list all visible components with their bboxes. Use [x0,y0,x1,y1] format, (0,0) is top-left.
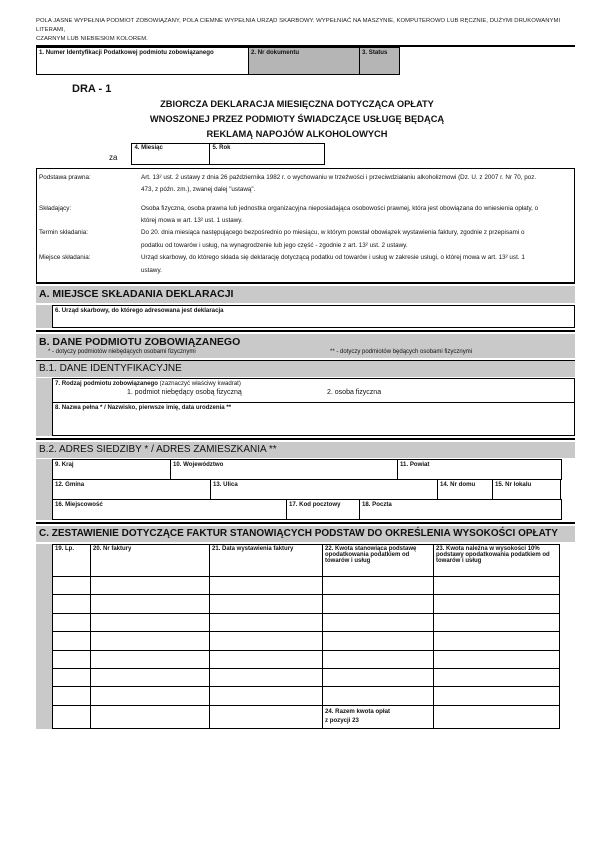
invoice-table-row [52,577,575,595]
invoice-table-cell[interactable] [433,613,560,632]
section-b-title: B. DANE PODMIOTU ZOBOWIĄZANEGO [39,336,241,349]
invoice-table-row [52,632,575,650]
period-box [131,143,325,165]
invoice-table-cell[interactable] [52,576,91,595]
note-asterisk: * - dotyczy podmiotów niebędących osobami fizycznymi [48,349,196,356]
invoice-table-cell[interactable] [433,668,560,687]
month-field-label: 4. Miesiąc [134,144,163,151]
municipality-field[interactable] [52,479,211,500]
house-number-field[interactable] [437,479,493,500]
house-number-label: 14. Nr domu [440,481,476,489]
invoice-table-cell[interactable] [322,668,434,687]
invoice-table-cell[interactable] [322,594,434,613]
invoice-table-row [52,595,575,613]
divider-double [36,282,575,284]
column-header-invoice-number: 20. Nr faktury [90,544,210,577]
invoice-table-cell[interactable] [209,650,323,669]
invoice-table-cell[interactable] [52,705,91,729]
post-office-label: 18. Poczta [362,501,392,509]
country-label: 9. Kraj [55,461,74,469]
entity-type-field [52,378,575,402]
invoice-table-cell[interactable] [52,650,91,669]
section-b-header [36,334,575,358]
invoice-table-cell[interactable] [322,613,434,632]
nip-field-label: 1. Numer Identyfikacji Podatkowej podmiotu zobowiązanego [39,49,214,57]
entity-type-option-2[interactable]: 2. osoba fizyczna [327,389,382,397]
invoice-table-cell[interactable] [90,686,210,705]
divider-double [36,330,575,332]
form-title-line-3: REKLAMĄ NAPOJÓW ALKOHOLOWYCH [206,128,388,139]
invoice-table-cell[interactable] [433,650,560,669]
county-field[interactable] [397,459,562,480]
nip-field[interactable] [36,47,249,75]
legal-row-podstawa [39,172,572,197]
invoice-table-cell[interactable] [90,668,210,687]
legal-text: Osoba fizyczna, osoba prawna lub jednostka organizacyjna nieposiadająca osobowości prawnej, która jest obowiązana do wniesienia opłaty, o której mowa w art. 13² ust. 1 ustawy. [141,204,539,224]
invoice-table-cell[interactable] [90,705,210,729]
total-fees-amount-cell[interactable] [433,705,560,729]
status-label: 3. Status [362,49,388,57]
section-a-body [36,305,575,328]
invoice-table-cell[interactable] [209,576,323,595]
invoice-table-cell[interactable] [90,613,210,632]
column-header-tax-base: 22. Kwota stanowiąca podstawę opodatkowania podatkiem od towarów i usług [322,544,434,577]
voivodeship-label: 10. Województwo [173,461,224,469]
document-number-field[interactable] [248,47,360,75]
invoice-table-cell[interactable] [209,705,323,729]
column-header-invoice-date: 21. Data wystawienia faktury [209,544,323,577]
tax-office-field-label: 6. Urząd skarbowy, do którego adresowana jest deklaracja [55,307,224,315]
invoice-table-cell[interactable] [433,686,560,705]
entity-type-options [55,389,572,396]
apartment-number-label: 15. Nr lokalu [495,481,532,489]
year-field[interactable] [210,144,324,164]
month-field[interactable] [132,144,210,164]
invoice-table-cell[interactable] [322,650,434,669]
legal-label: Składający: [39,204,72,212]
form-title-line-1: ZBIORCZA DEKLARACJA MIESIĘCZNA DOTYCZĄCA OPŁATY [160,99,434,110]
entity-type-option-1[interactable]: 1. podmiot niebędący osobą fizyczną [127,389,242,397]
legal-row-miejsce [39,252,572,277]
section-b1-body [36,378,575,436]
invoice-table-row [52,651,575,669]
county-label: 11. Powiat [400,461,430,469]
section-side-strip [36,544,52,729]
street-field[interactable] [210,479,438,500]
entity-type-label-line [55,380,572,387]
post-office-field[interactable] [359,499,562,520]
total-fees-label-line-1: 24. Razem kwota opłat [325,707,391,715]
id-fields-row [36,47,575,75]
invoice-table-row [52,687,575,705]
legal-info-block [36,168,575,282]
instructions-line-2: CZARNYM LUB NIEBIESKIM KOLOREM. [36,35,148,42]
invoice-table-row [52,669,575,687]
invoice-table-cell[interactable] [52,631,91,650]
form-title-line-2: WNOSZONEJ PRZEZ PODMIOTY ŚWIADCZĄCE USŁUGĘ BĘDĄCĄ [149,114,445,125]
invoice-table-cell[interactable] [90,650,210,669]
status-field[interactable] [359,47,400,75]
form-instructions [36,17,575,43]
legal-row-termin [39,227,572,252]
section-side-strip [36,378,52,436]
invoice-table-cell[interactable] [209,631,323,650]
invoice-table-cell[interactable] [433,594,560,613]
legal-text: Do 20. dnia miesiąca następującego bezpośrednio po miesiącu, w którym powstał obowiązek wystawienia faktury, zgodnie z przepisami o podatku od towarów i usług, na wynagrodzenie lub jego część - zgodnie z art. 13² ust. 2 ustawy. [141,229,525,249]
invoice-table-cell[interactable] [322,631,434,650]
full-name-field-label: 8. Nazwa pełna * / Nazwisko, pierwsze imię, data urodzenia ** [55,404,232,412]
section-b-notes [36,349,575,358]
instructions-line-1: POLA JASNE WYPEŁNIA PODMIOT ZOBOWIĄZANY, POLA CIEMNE WYPEŁNIA URZĄD SKARBOWY. WYPEŁNIAĆ NA MASZYNIE, KOMPUTEROWO LUB RĘCZNIE, DUŻYMI DRUKOWANYMI LITERAMI, [36,18,561,33]
form-title [62,97,532,141]
column-header-lp: 19. Lp. [52,544,91,577]
municipality-label: 12. Gmina [55,481,85,489]
invoice-table-cell[interactable] [52,686,91,705]
note-double-asterisk: ** - dotyczy podmiotów będących osobami fizycznymi [330,349,473,356]
invoice-table-cell[interactable] [209,594,323,613]
form-code: DRA - 1 [72,83,112,96]
dra1-form [36,17,575,729]
section-b1-header: B.1. DANE IDENTYFIKACYJNE [36,360,575,377]
address-row-1 [52,459,575,480]
invoice-table-cell[interactable] [209,613,323,632]
street-label: 13. Ulica [213,481,238,489]
legal-label: Miejsce składania: [39,254,91,262]
total-fees-label-cell [322,705,434,729]
voivodeship-field[interactable] [170,459,398,480]
entity-type-hint: (zaznaczyć właściwy kwadrat) [159,380,241,388]
invoice-table-cell[interactable] [90,631,210,650]
invoice-table-cell[interactable] [90,576,210,595]
section-side-strip [36,459,52,520]
postal-code-label: 17. Kod pocztowy [289,501,341,509]
section-a-header: A. MIEJSCE SKŁADANIA DEKLARACJI [36,286,575,303]
country-field[interactable] [52,459,171,480]
divider-double [36,522,575,524]
legal-text: Urząd skarbowy, do którego składa się deklarację dotyczącą podatku od towarów i usług w zakresie usługi, o której mowa w art. 13² ust. 1 ustawy. [141,254,525,274]
invoice-table-cell[interactable] [52,668,91,687]
divider-double [36,438,575,440]
invoice-table [52,544,575,729]
invoice-table-cell[interactable] [209,686,323,705]
city-field[interactable] [52,499,287,520]
section-side-strip [36,305,52,328]
apartment-number-field[interactable] [492,479,561,500]
postal-code-field[interactable] [286,499,360,520]
legal-label: Podstawa prawna: [39,173,91,181]
invoice-table-cell[interactable] [433,631,560,650]
document-number-label: 2. Nr dokumentu [251,49,300,57]
invoice-table-row [52,614,575,632]
column-header-fee-due: 23. Kwota należna w wysokości 10% podstawy opodatkowania podatkiem od towarów i usług [433,544,560,577]
full-name-field[interactable] [52,402,575,436]
legal-text: Art. 13² ust. 2 ustawy z dnia 26 października 1982 r. o wychowaniu w trzeźwości i przeciwdziałaniu alkoholizmowi (Dz. U. z 2007 r. Nr 70, poz. 473, z późn. zm.), zwanej dalej "ustawą". [141,173,537,194]
year-field-label: 5. Rok [212,144,231,151]
total-fees-label-line-2: z pozycji 23 [325,717,359,725]
section-b2-header: B.2. ADRES SIEDZIBY * / ADRES ZAMIESZKANIA ** [36,442,575,458]
address-row-2 [52,480,575,500]
section-b2-body [36,459,575,520]
address-row-3 [52,500,575,520]
invoice-table-cell[interactable] [209,668,323,687]
invoice-table-cell[interactable] [52,594,91,613]
invoice-table-total-row [52,706,575,729]
invoice-table-cell[interactable] [322,686,434,705]
invoice-table-cell[interactable] [90,594,210,613]
za-label: za [109,152,118,162]
invoice-table-header [52,544,575,577]
invoice-table-cell[interactable] [433,576,560,595]
section-c-header: C. ZESTAWIENIE DOTYCZĄCE FAKTUR STANOWIĄCYCH PODSTAW DO OKREŚLENIA WYSOKOŚCI OPŁATY [36,526,575,542]
section-c-body [36,544,575,729]
city-label: 16. Miejscowość [55,501,103,509]
legal-label: Termin składania: [39,229,88,237]
invoice-table-cell[interactable] [52,613,91,632]
period-row [109,143,575,165]
tax-office-field[interactable] [52,305,575,328]
invoice-table-cell[interactable] [322,576,434,595]
legal-row-skladajacy [39,203,572,228]
entity-type-label: 7. Rodzaj podmiotu zobowiązanego [55,380,158,388]
